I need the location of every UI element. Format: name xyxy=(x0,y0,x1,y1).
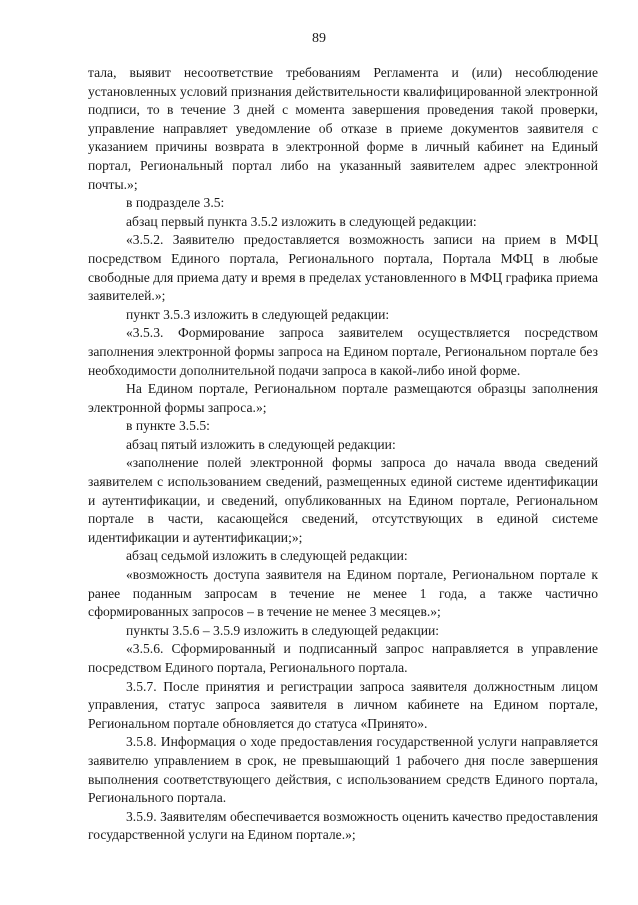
paragraph: «3.5.6. Сформированный и подписанный запрос направляется в управление посредством Единого портала, Регионального портала. xyxy=(88,641,598,675)
page-number: 89 xyxy=(312,31,326,46)
paragraph: в подразделе 3.5: xyxy=(126,195,225,211)
paragraph: «заполнение полей электронной формы запроса до начала ввода сведений заявителем с использованием сведений, размещенных единой системе идентификации и аутентификации, и сведений, опубликованных на Едином портале, Региональном портале в части, касающейся сведений, отсутствующих в единой системе идентификации и аутентификации;»; xyxy=(88,455,598,545)
paragraph: 3.5.8. Информация о ходе предоставления государственной услуги направляется заявителю управлением в срок, не превышающий 1 рабочего дня после завершения выполнения соответствующего действия, с использованием средств Единого портала, Регионального портала. xyxy=(88,734,598,806)
paragraph: пункт 3.5.3 изложить в следующей редакции: xyxy=(126,306,390,322)
paragraph: в пункте 3.5.5: xyxy=(126,418,210,434)
paragraph: абзац пятый изложить в следующей редакции: xyxy=(126,436,396,452)
paragraph: 3.5.7. После принятия и регистрации запроса заявителя должностным лицом управления, статус запроса заявителя в личном кабинете на Едином портале, Региональном портале обновляется до статуса «Принято». xyxy=(88,678,598,731)
paragraph: абзац седьмой изложить в следующей редакции: xyxy=(126,548,408,564)
paragraph: «возможность доступа заявителя на Едином портале, Региональном портале к ранее поданным запросам в течение не менее 1 года, а также частично сформированных запросов – в течение не менее 3 месяцев.»; xyxy=(88,567,598,620)
document-body xyxy=(88,64,598,845)
paragraph: «3.5.3. Формирование запроса заявителем осуществляется посредством заполнения электронной формы запроса на Едином портале, Региональном портале без необходимости дополнительной подачи запроса в какой-либо иной форме. xyxy=(88,325,598,378)
paragraph: На Едином портале, Региональном портале размещаются образцы заполнения электронной формы запроса.»; xyxy=(88,381,598,415)
paragraph: пункты 3.5.6 – 3.5.9 изложить в следующей редакции: xyxy=(126,622,440,638)
paragraph: абзац первый пункта 3.5.2 изложить в следующей редакции: xyxy=(126,213,477,229)
paragraph: тала, выявит несоответствие требованиям Регламента и (или) несоблюдение установленных условий признания действительности квалифицированной электронной подписи, то в течение 3 дней с момента завершения проведения такой проверки, управление направляет уведомление об отказе в приеме документов заявителя с указанием причины возврата в электронной форме в личный кабинет на Единый портал, Региональный портал либо на указанный заявителем адрес электронной почты.»; xyxy=(88,65,598,192)
paragraph: 3.5.9. Заявителям обеспечивается возможность оценить качество предоставления государственной услуги на Едином портале.»; xyxy=(88,808,598,843)
paragraph: «3.5.2. Заявителю предоставляется возможность записи на прием в МФЦ посредством Единого портала, Регионального портала, Портала МФЦ в любые свободные для приема дату и время в пределах установленного в МФЦ графика приема заявителей.»; xyxy=(88,232,598,304)
